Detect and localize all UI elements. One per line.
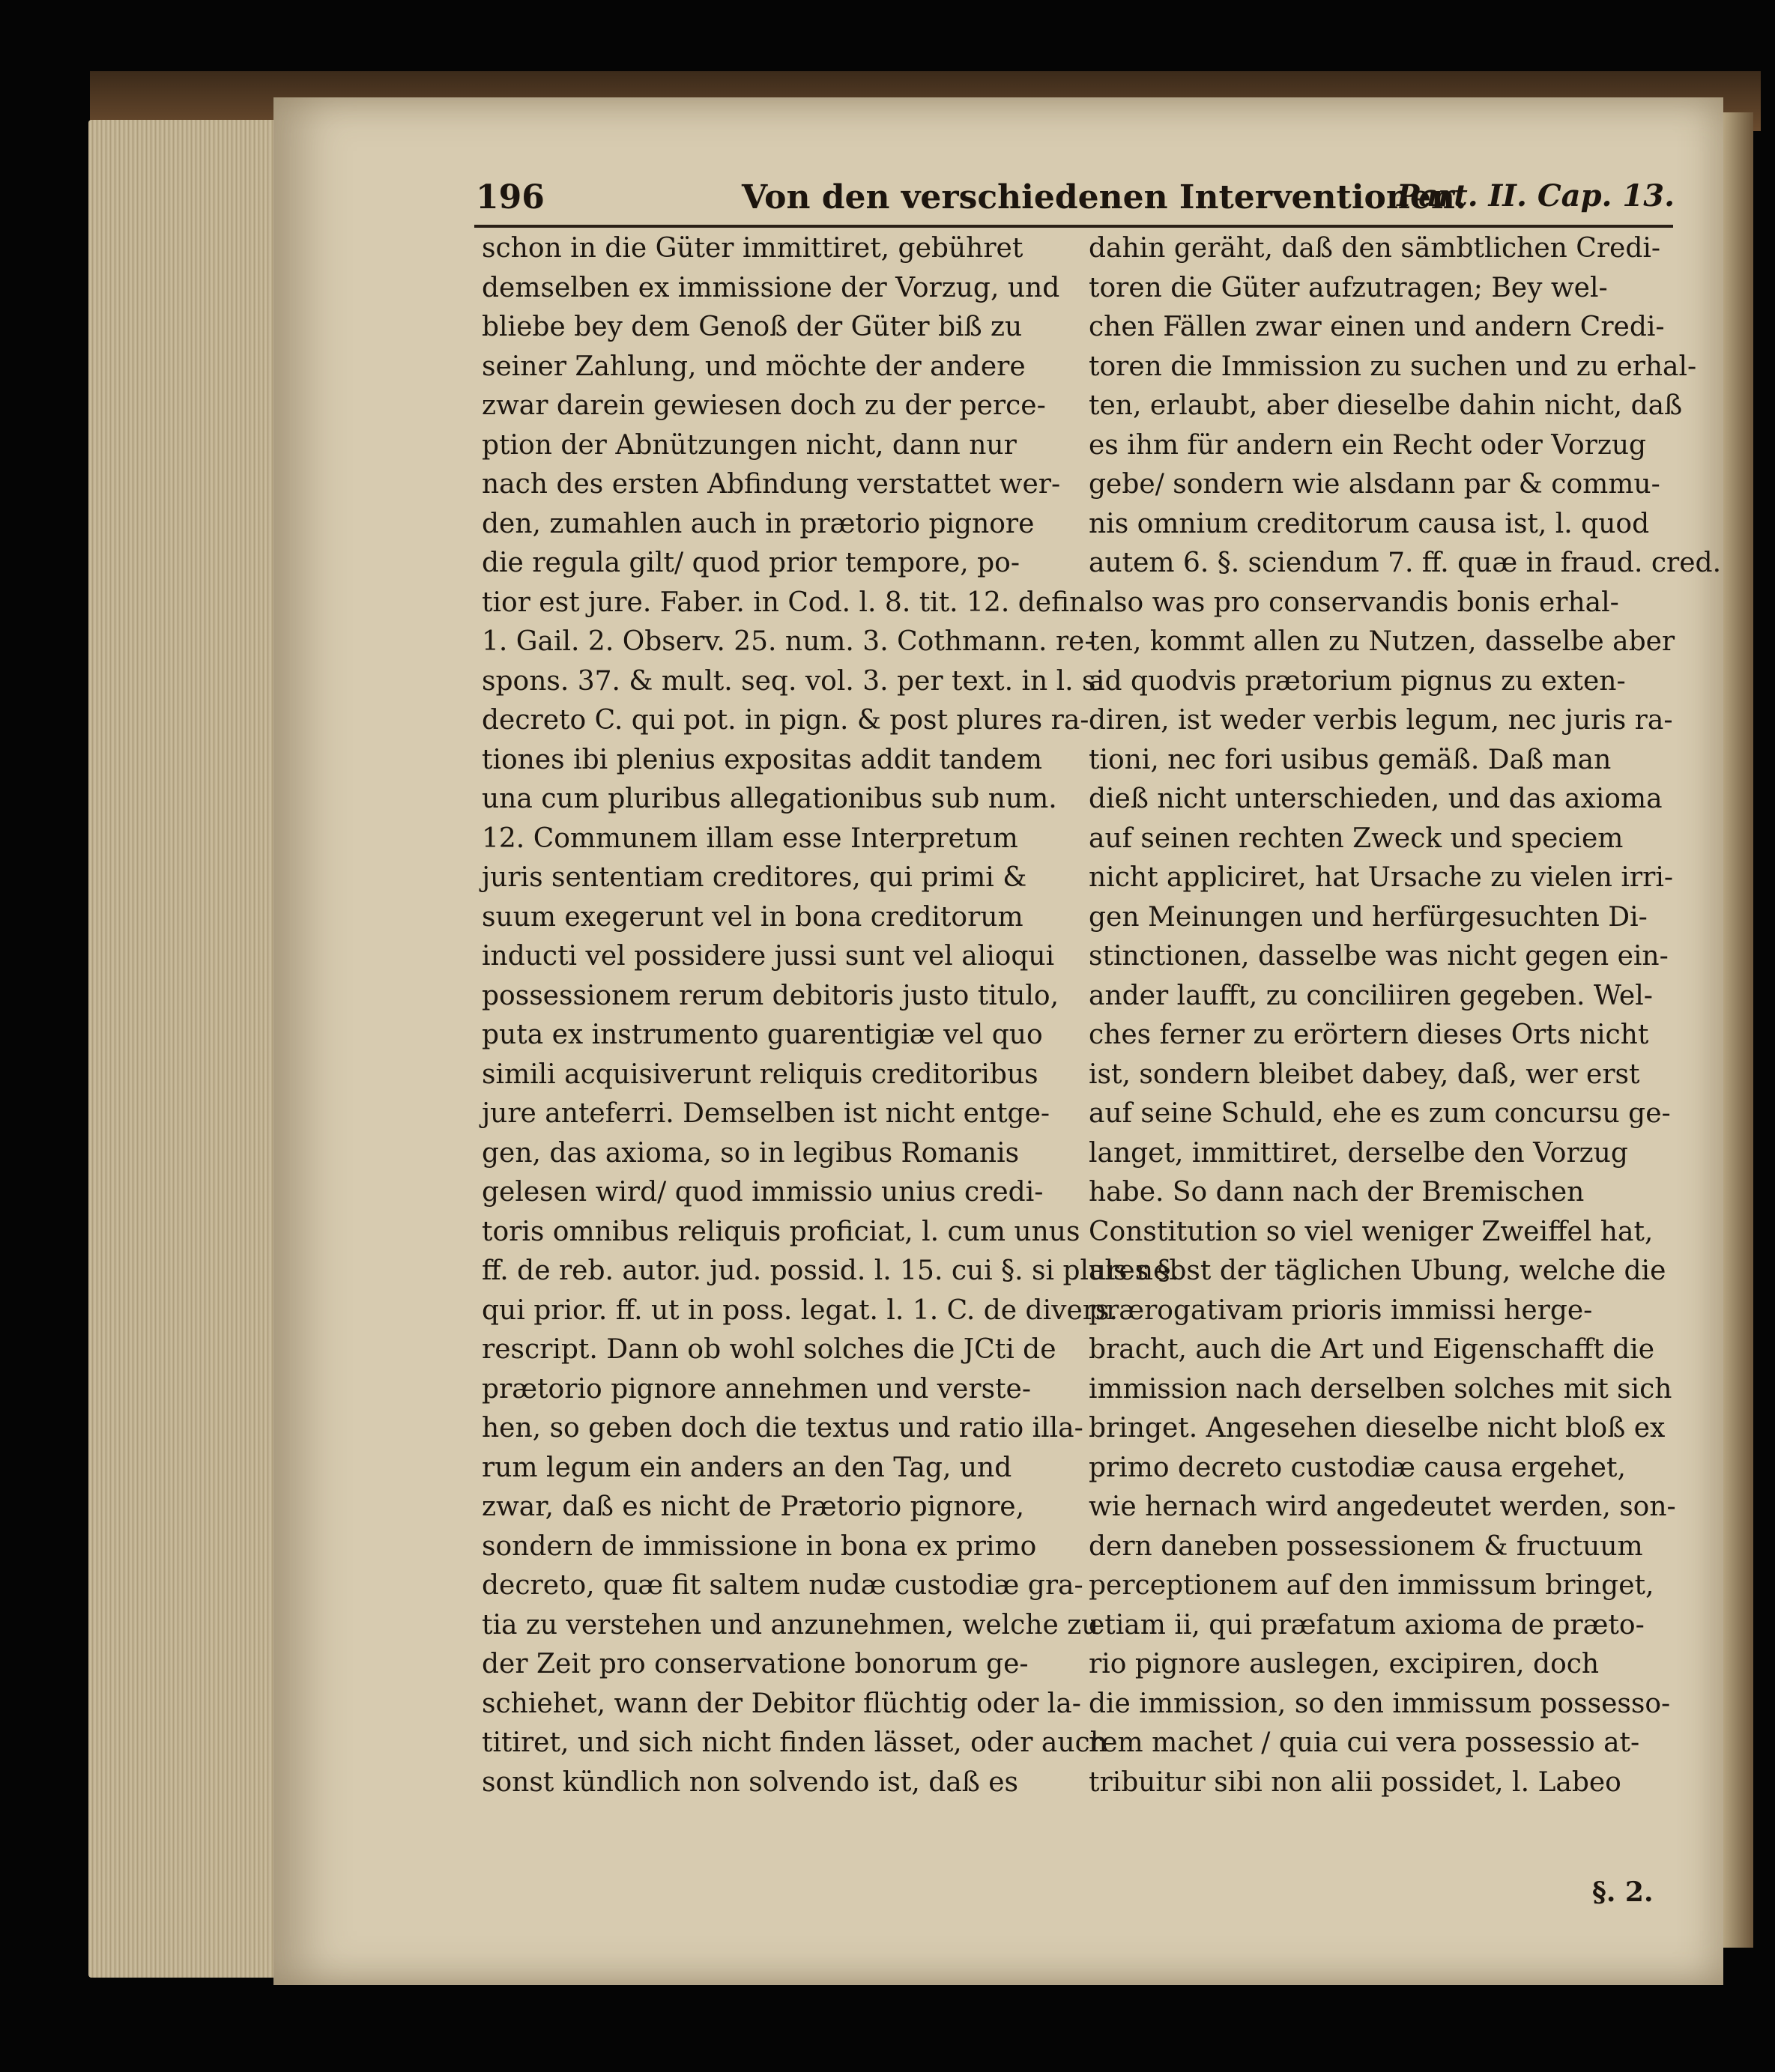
text-line: nach des ersten Abfindung verstattet wer-: [482, 469, 1061, 500]
text-line: toren die Güter aufzutragen; Bey wel-: [1089, 272, 1608, 303]
text-line: sondern de immissione in bona ex primo: [482, 1530, 1037, 1562]
catchword: §. 2.: [1592, 1876, 1654, 1908]
text-line: autem 6. §. sciendum 7. ff. quæ in fraud. cred.: [1089, 548, 1722, 578]
text-line: toren die Immission zu suchen und zu erhal-: [1089, 351, 1697, 382]
text-line: decreto, quæ fit saltem nudæ custodiæ gra-: [482, 1570, 1083, 1601]
book-page-edges: [88, 120, 276, 1978]
text-line: ches ferner zu erörtern dieses Orts nicht: [1089, 1020, 1649, 1050]
text-line: also was pro conservandis bonis erhal-: [1089, 587, 1619, 618]
text-line: demselben ex immissione der Vorzug, und: [482, 272, 1060, 303]
running-title: Von den verschiedenen Interventionen.: [742, 178, 1467, 216]
text-line: nis omnium creditorum causa ist, l. quod: [1089, 508, 1650, 539]
text-line: Constitution so viel weniger Zweiffel hat,: [1089, 1216, 1654, 1247]
text-line: seiner Zahlung, und möchte der andere: [482, 351, 1026, 382]
text-line: gelesen wird/ quod immissio unius credi-: [482, 1177, 1044, 1208]
right-text-column: [1089, 229, 1722, 1870]
text-line: tior est jure. Faber. in Cod. l. 8. tit. 12. defin.: [482, 587, 1095, 618]
text-line: etiam ii, qui præfatum axioma de præto-: [1089, 1609, 1645, 1641]
text-line: ad quodvis prætorium pignus zu exten-: [1089, 665, 1626, 697]
text-line: habe. So dann nach der Bremischen: [1089, 1177, 1585, 1208]
text-line: auf seinen rechten Zweck und speciem: [1089, 823, 1624, 854]
text-line: tioni, nec fori usibus gemäß. Daß man: [1089, 744, 1612, 775]
text-line: ption der Abnützungen nicht, dann nur: [482, 429, 1017, 461]
text-line: jure anteferri. Demselben ist nicht entge-: [482, 1098, 1050, 1129]
text-line: rem machet / quia cui vera possessio at-: [1089, 1727, 1640, 1758]
text-line: una cum pluribus allegationibus sub num.: [482, 784, 1057, 814]
text-line: tiones ibi plenius expositas addit tandem: [482, 744, 1042, 775]
text-line: wie hernach wird angedeutet werden, son-: [1089, 1491, 1676, 1522]
section-reference: Part. II. Cap. 13.: [1397, 178, 1675, 213]
text-line: ten, erlaubt, aber dieselbe dahin nicht, daß: [1089, 390, 1683, 421]
text-line: es ihm für andern ein Recht oder Vorzug: [1089, 429, 1647, 461]
text-line: puta ex instrumento guarentigiæ vel quo: [482, 1020, 1043, 1050]
text-line: die immission, so den immissum possesso-: [1089, 1688, 1671, 1719]
text-line: juris sententiam creditores, qui primi &: [482, 862, 1027, 893]
text-line: als nebst der täglichen Ubung, welche die: [1089, 1255, 1666, 1286]
text-line: rio pignore auslegen, excipiren, doch: [1089, 1649, 1600, 1679]
header-rule: [474, 225, 1673, 228]
text-line: 12. Communem illam esse Interpretum: [482, 823, 1018, 854]
text-line: spons. 37. & mult. seq. vol. 3. per text. in l. si: [482, 665, 1104, 697]
text-line: schiehet, wann der Debitor flüchtig oder la-: [482, 1688, 1081, 1719]
text-line: gen, das axioma, so in legibus Romanis: [482, 1137, 1020, 1169]
text-line: nicht appliciret, hat Ursache zu vielen irri-: [1089, 862, 1674, 893]
text-line: prætorio pignore annehmen und verste-: [482, 1373, 1032, 1405]
text-line: tia zu verstehen und anzunehmen, welche zu: [482, 1609, 1099, 1641]
text-line: sonst kündlich non solvendo ist, daß es: [482, 1766, 1019, 1798]
text-line: bracht, auch die Art und Eigenschafft die: [1089, 1334, 1655, 1365]
text-line: gen Meinungen und herfürgesuchten Di-: [1089, 901, 1648, 933]
text-line: zwar, daß es nicht de Prætorio pignore,: [482, 1491, 1025, 1522]
text-line: dahin geräht, daß den sämbtlichen Credi-: [1089, 233, 1661, 264]
text-line: suum exegerunt vel in bona creditorum: [482, 901, 1023, 933]
text-line: die regula gilt/ quod prior tempore, po-: [482, 548, 1020, 578]
text-line: primo decreto custodiæ causa ergehet,: [1089, 1452, 1626, 1483]
text-line: tribuitur sibi non alii possidet, l. Labeo: [1089, 1766, 1621, 1798]
text-line: bliebe bey dem Genoß der Güter biß zu: [482, 312, 1023, 342]
text-line: ander laufft, zu conciliiren gegeben. Wel-: [1089, 980, 1653, 1011]
page-header: [476, 178, 1675, 231]
text-line: inducti vel possidere jussi sunt vel alioqui: [482, 941, 1055, 972]
text-line: stinctionen, dasselbe was nicht gegen ein-: [1089, 941, 1669, 972]
book-page: [273, 97, 1723, 1985]
text-line: dieß nicht unterschieden, und das axioma: [1089, 784, 1663, 814]
page-number: 196: [476, 178, 545, 216]
text-line: bringet. Angesehen dieselbe nicht bloß ex: [1089, 1413, 1666, 1444]
text-line: ff. de reb. autor. jud. possid. l. 15. cui §. si plures §.: [482, 1255, 1180, 1286]
text-line: simili acquisiverunt reliquis creditoribus: [482, 1058, 1038, 1090]
text-line: hen, so geben doch die textus und ratio illa-: [482, 1413, 1083, 1444]
text-line: toris omnibus reliquis proficiat, l. cum unus: [482, 1216, 1080, 1247]
text-line: prærogativam prioris immissi herge-: [1089, 1294, 1593, 1326]
text-line: auf seine Schuld, ehe es zum concursu ge-: [1089, 1098, 1671, 1129]
text-line: rum legum ein anders an den Tag, und: [482, 1452, 1012, 1483]
text-line: immission nach derselben solches mit sich: [1089, 1373, 1672, 1405]
text-line: gebe/ sondern wie alsdann par & commu-: [1089, 469, 1660, 500]
text-line: schon in die Güter immittiret, gebühret: [482, 233, 1023, 264]
text-line: qui prior. ff. ut in poss. legat. l. 1. C. de divers.: [482, 1294, 1118, 1326]
text-line: ten, kommt allen zu Nutzen, dasselbe aber: [1089, 626, 1675, 657]
text-line: dern daneben possessionem & fructuum: [1089, 1530, 1643, 1562]
text-line: ist, sondern bleibet dabey, daß, wer erst: [1089, 1058, 1640, 1090]
text-line: chen Fällen zwar einen und andern Credi-: [1089, 312, 1665, 342]
text-line: titiret, und sich nicht finden lässet, oder auch: [482, 1727, 1107, 1758]
text-line: perceptionem auf den immissum bringet,: [1089, 1570, 1654, 1601]
left-text-column: [482, 229, 1180, 1870]
text-line: zwar darein gewiesen doch zu der perce-: [482, 390, 1046, 421]
text-line: decreto C. qui pot. in pign. & post plures ra-: [482, 705, 1089, 736]
text-line: 1. Gail. 2. Observ. 25. num. 3. Cothmann. re-: [482, 626, 1094, 657]
text-line: diren, ist weder verbis legum, nec juris ra-: [1089, 705, 1673, 736]
text-line: langet, immittiret, derselbe den Vorzug: [1089, 1137, 1628, 1169]
text-line: possessionem rerum debitoris justo titulo,: [482, 980, 1059, 1011]
text-line: rescript. Dann ob wohl solches die JCti de: [482, 1334, 1056, 1365]
text-line: den, zumahlen auch in prætorio pignore: [482, 508, 1035, 539]
text-line: der Zeit pro conservatione bonorum ge-: [482, 1649, 1029, 1679]
